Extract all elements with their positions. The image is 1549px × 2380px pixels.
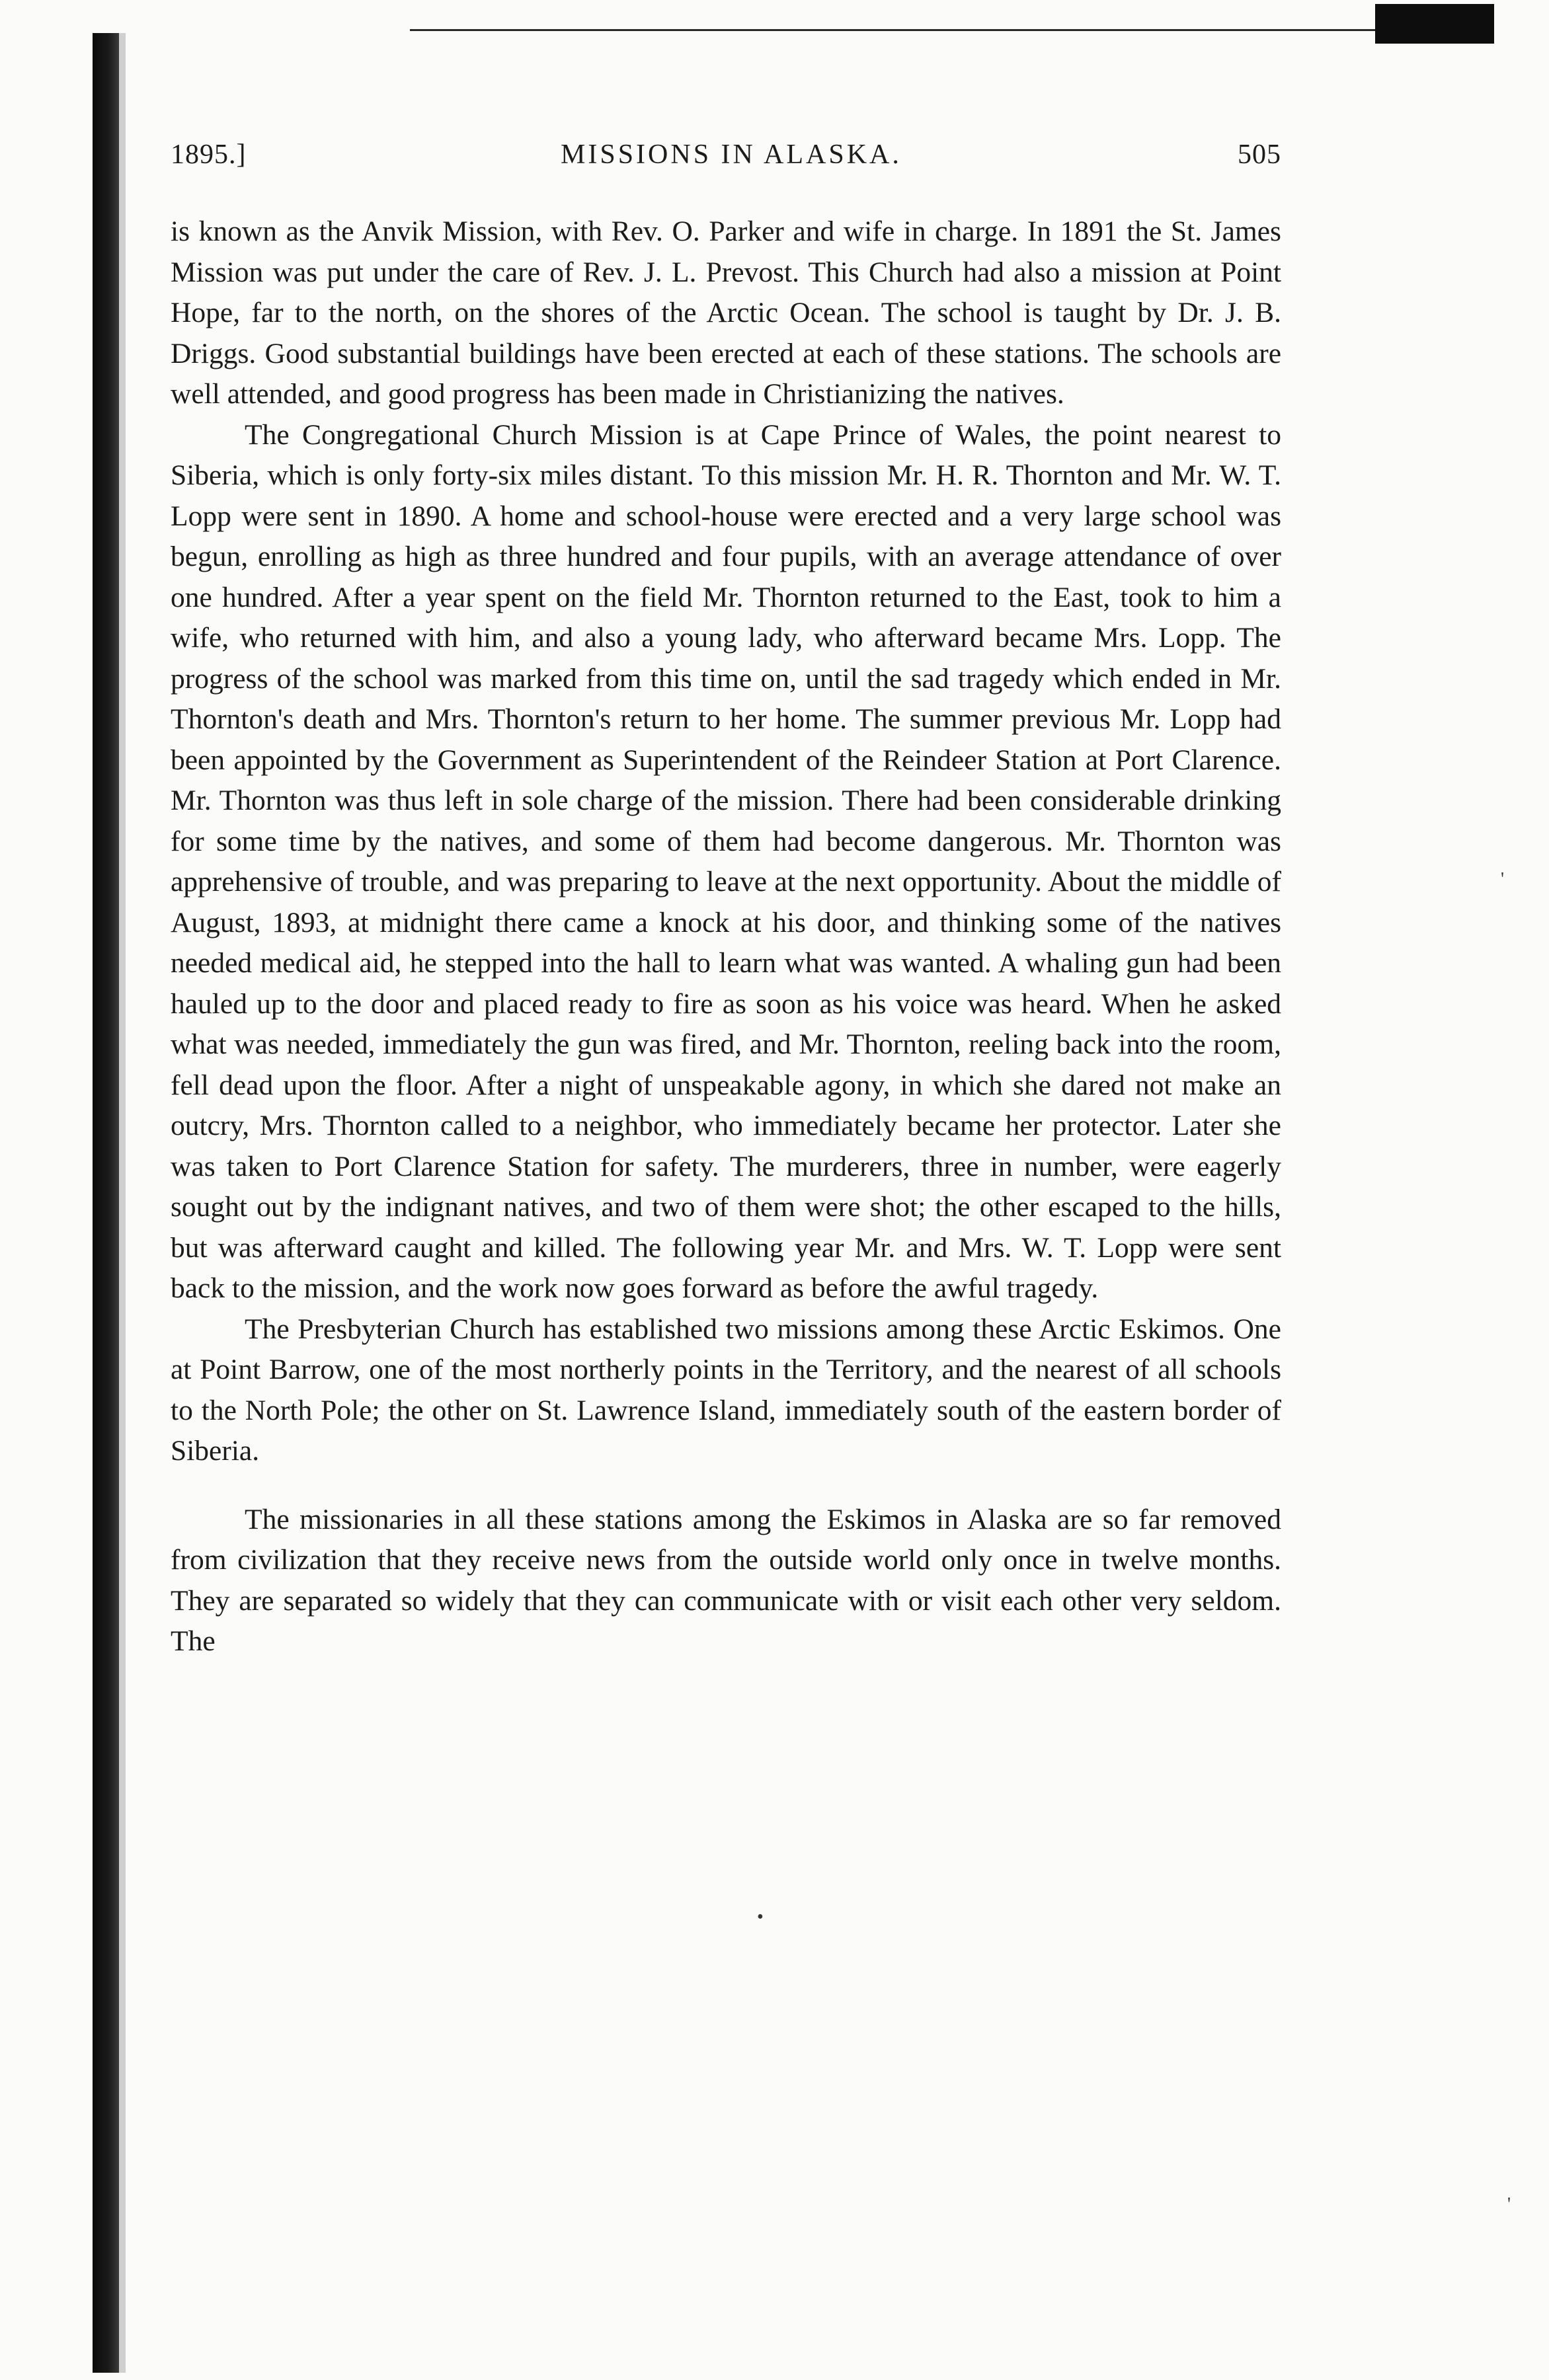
paragraph: is known as the Anvik Mission, with Rev. O. Parker and wife in charge. In 1891 the St. James Mission was put under the care of Rev. J. L. Prevost. This Church had also a mission at Point Hope, far to the north, on the shores of the Arctic Ocean. The school is taught by Dr. J. B. Driggs. Good substantial buildings have been erected at each of these stations. The schools are well attended, and good progress has been made in Christianizing the natives. <box>171 215 1281 410</box>
paragraph: The missionaries in all these stations among the Eskimos in Alaska are so far removed from civilization that they receive news from the outside world only once in twelve months. They are separated so widely that they can communicate with or visit each other very seldom. The <box>171 1503 1281 1657</box>
stray-mark: ' <box>1501 869 1505 890</box>
binding-shadow <box>93 33 119 2373</box>
page-number: 505 <box>1238 139 1281 170</box>
paragraph: The Presbyterian Church has established two missions among these Arctic Eskimos. One at Point Barrow, one of the most northerly points in the Territory, and the nearest of all schools to the North Pole; the other on St. Lawrence Island, immediately south of the eastern border of Siberia. <box>171 1313 1281 1467</box>
header-rule-end <box>1375 4 1494 44</box>
paragraph: The Congregational Church Mission is at Cape Prince of Wales, the point nearest to Siberia, which is only forty-six miles distant. To this mission Mr. H. R. Thornton and Mr. W. T. Lopp were sent in 1890. A home and school-house were erected and a very large school was begun, enrolling as high as three hundred and four pupils, with an average attendance of over one hundred. After a year spent on the field Mr. Thornton returned to the East, took to him a wife, who returned with him, and also a young lady, who afterward became Mrs. Lopp. The progress of the school was marked from this time on, until the sad tragedy which ended in Mr. Thornton's death and Mrs. Thornton's return to her home. The summer previous Mr. Lopp had been appointed by the Government as Superintendent of the Reindeer Station at Port Clarence. Mr. Thornton was thus left in sole charge of the mission. There had been considerable drinking for some time by the natives, and some of them had become dangerous. Mr. Thornton was apprehensive of trouble, and was preparing to leave at the next opportunity. About the middle of August, 1893, at midnight there came a knock at his door, and thinking some of the natives needed medical aid, he stepped into the hall to learn what was wanted. A whaling gun had been hauled up to the door and placed ready to fire as soon as his voice was heard. When he asked what was needed, immediately the gun was fired, and Mr. Thornton, reeling back into the room, fell dead upon the floor. After a night of unspeakable agony, in which she dared not make an outcry, Mrs. Thornton called to a neighbor, who immediately became her protector. Later she was taken to Port Clarence Station for safety. The murderers, three in number, were eagerly sought out by the indignant natives, and two of them were shot; the other escaped to the hills, but was afterward caught and killed. The following year Mr. and Mrs. W. T. Lopp were sent back to the mission, and the work now goes forward as before the awful tragedy. <box>171 418 1281 1304</box>
running-header <box>171 139 1281 178</box>
binding-edge <box>119 33 126 2373</box>
header-year: 1895.] <box>171 139 247 170</box>
header-title: MISSIONS IN ALASKA. <box>561 139 902 170</box>
body-text <box>171 211 1281 1662</box>
header-rule <box>410 29 1481 31</box>
stray-mark: • <box>757 1907 764 1927</box>
stray-mark: ' <box>1507 2194 1511 2215</box>
